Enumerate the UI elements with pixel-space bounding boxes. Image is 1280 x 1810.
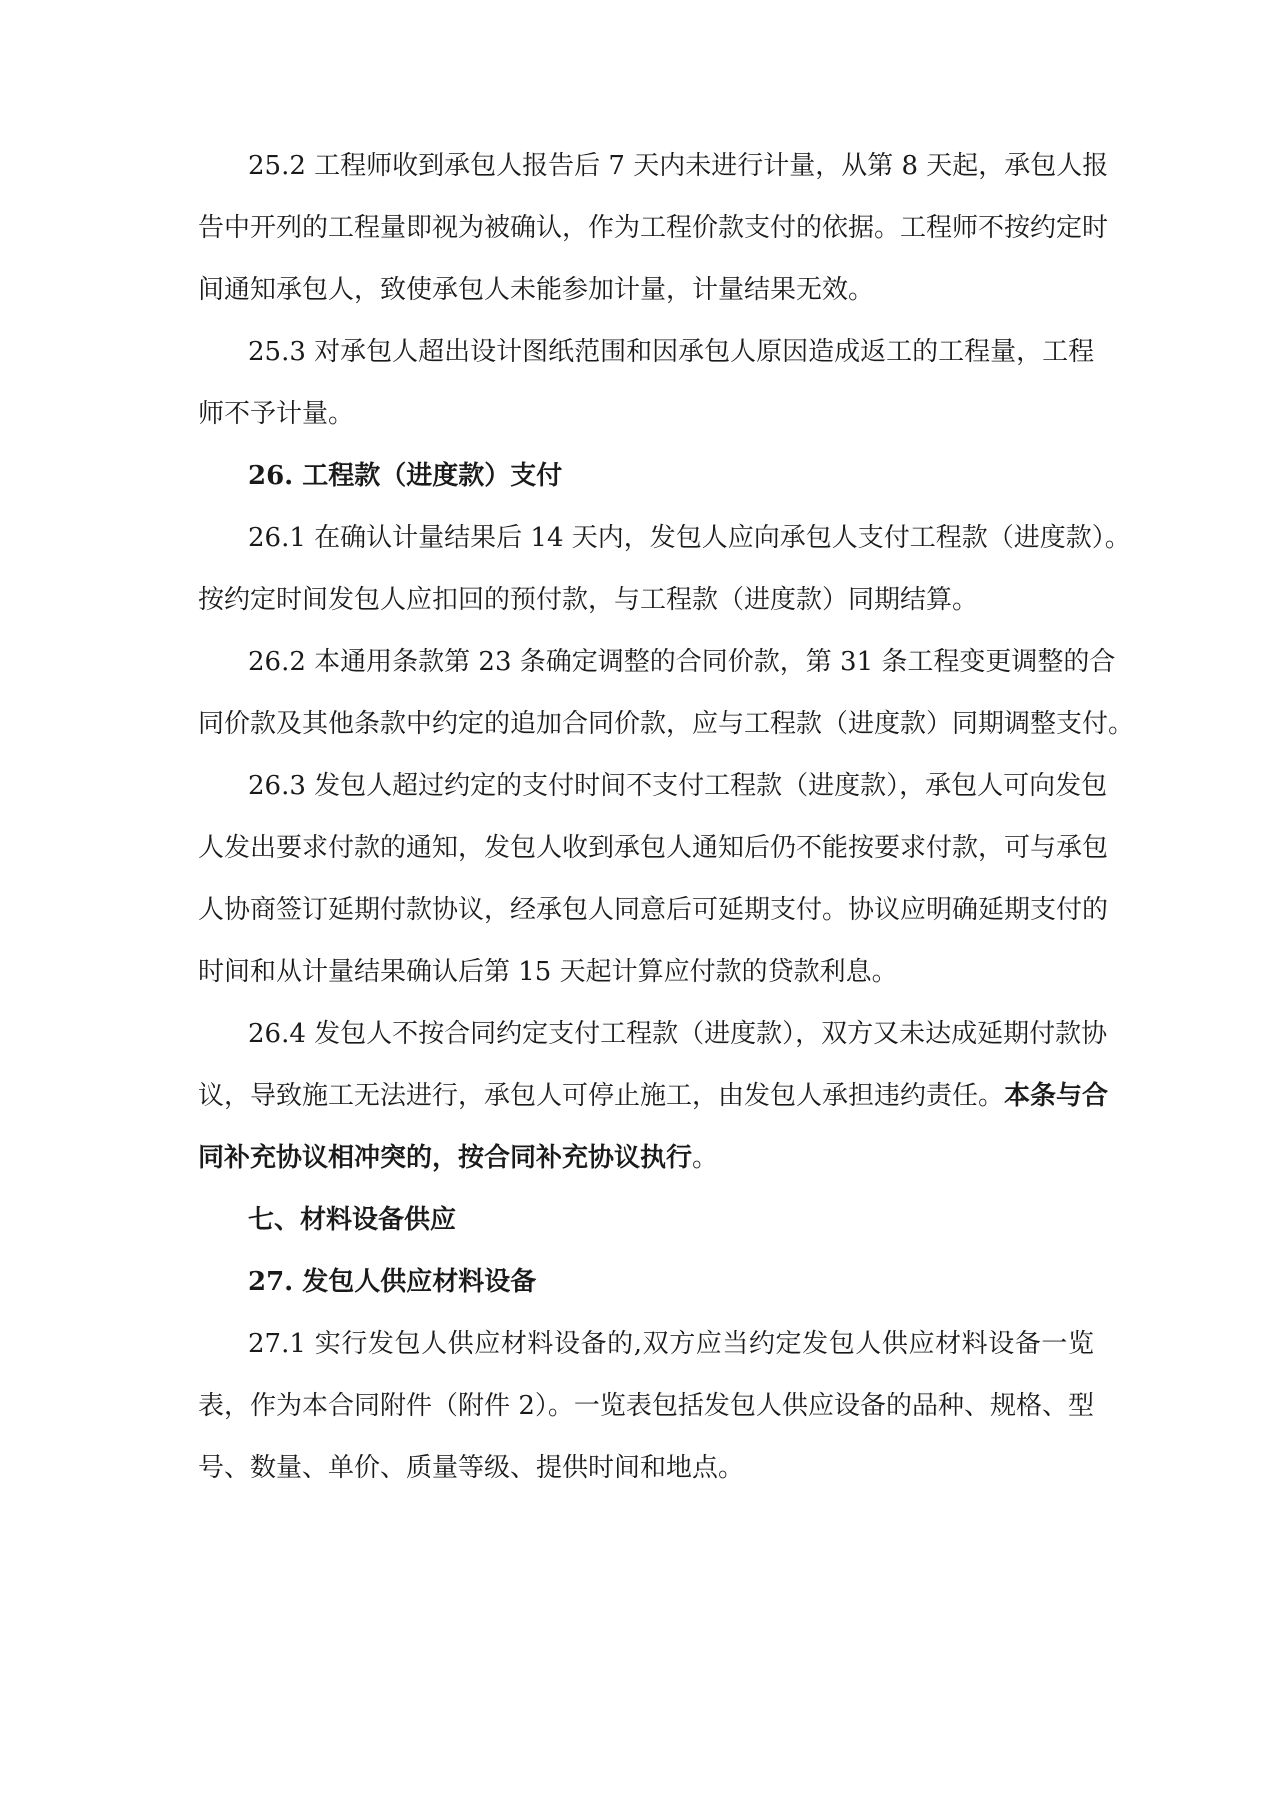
clause-25-2-line-2: 告中开列的工程量即视为被确认，作为工程价款支付的依据。工程师不按约定时 — [198, 213, 1109, 243]
clause-27-1-line-3: 号、数量、单价、质量等级、提供时间和地点。 — [198, 1453, 745, 1483]
clause-26-4-line-2-normal: 议，导致施工无法进行，承包人可停止施工，由发包人承担违约责任。 — [198, 1081, 1005, 1111]
heading-26: 26. 工程款（进度款）支付 — [248, 461, 563, 491]
clause-25-2-line-1: 25.2 工程师收到承包人报告后 7 天内未进行计量，从第 8 天起，承包人报 — [248, 151, 1109, 181]
clause-27-1-line-1: 27.1 实行发包人供应材料设备的,双方应当约定发包人供应材料设备一览 — [248, 1329, 1094, 1359]
clause-26-1-line-1: 26.1 在确认计量结果后 14 天内，发包人应向承包人支付工程款（进度款）。 — [248, 523, 1131, 553]
clause-25-2-line-3: 间通知承包人，致使承包人未能参加计量，计量结果无效。 — [198, 275, 875, 305]
clause-26-3-line-4: 时间和从计量结果确认后第 15 天起计算应付款的贷款利息。 — [198, 957, 898, 987]
clause-26-2-line-1: 26.2 本通用条款第 23 条确定调整的合同价款，第 31 条工程变更调整的合 — [248, 647, 1116, 677]
clause-25-3-line-2: 师不予计量。 — [198, 399, 355, 429]
clause-26-4-line-2-bold: 本条与合 — [1004, 1081, 1109, 1111]
heading-section-7: 七、材料设备供应 — [248, 1205, 457, 1235]
clause-25-3-line-1: 25.3 对承包人超出设计图纸范围和因承包人原因造成返工的工程量，工程 — [248, 337, 1095, 367]
clause-26-1-line-2: 按约定时间发包人应扣回的预付款，与工程款（进度款）同期结算。 — [198, 585, 979, 615]
clause-26-4-line-3 — [198, 1140, 1094, 1176]
heading-27: 27. 发包人供应材料设备 — [248, 1267, 537, 1297]
clause-26-3-line-3: 人协商签订延期付款协议，经承包人同意后可延期支付。协议应明确延期支付的 — [198, 895, 1109, 925]
clause-26-3-line-2: 人发出要求付款的通知，发包人收到承包人通知后仍不能按要求付款，可与承包 — [198, 833, 1109, 863]
clause-26-2-line-2: 同价款及其他条款中约定的追加合同价款，应与工程款（进度款）同期调整支付。 — [198, 709, 1135, 739]
clause-26-4-line-1: 26.4 发包人不按合同约定支付工程款（进度款），双方又未达成延期付款协 — [248, 1019, 1108, 1049]
clause-26-4-line-2 — [198, 1078, 1109, 1114]
clause-26-3-line-1: 26.3 发包人超过约定的支付时间不支付工程款（进度款），承包人可向发包 — [248, 771, 1108, 801]
clause-27-1-line-2: 表，作为本合同附件（附件 2）。一览表包括发包人供应设备的品种、规格、型 — [198, 1391, 1094, 1421]
clause-26-4-line-3-bold: 同补充协议相冲突的，按合同补充协议执行 — [198, 1143, 693, 1173]
clause-26-4-line-3-end: 。 — [692, 1143, 719, 1173]
